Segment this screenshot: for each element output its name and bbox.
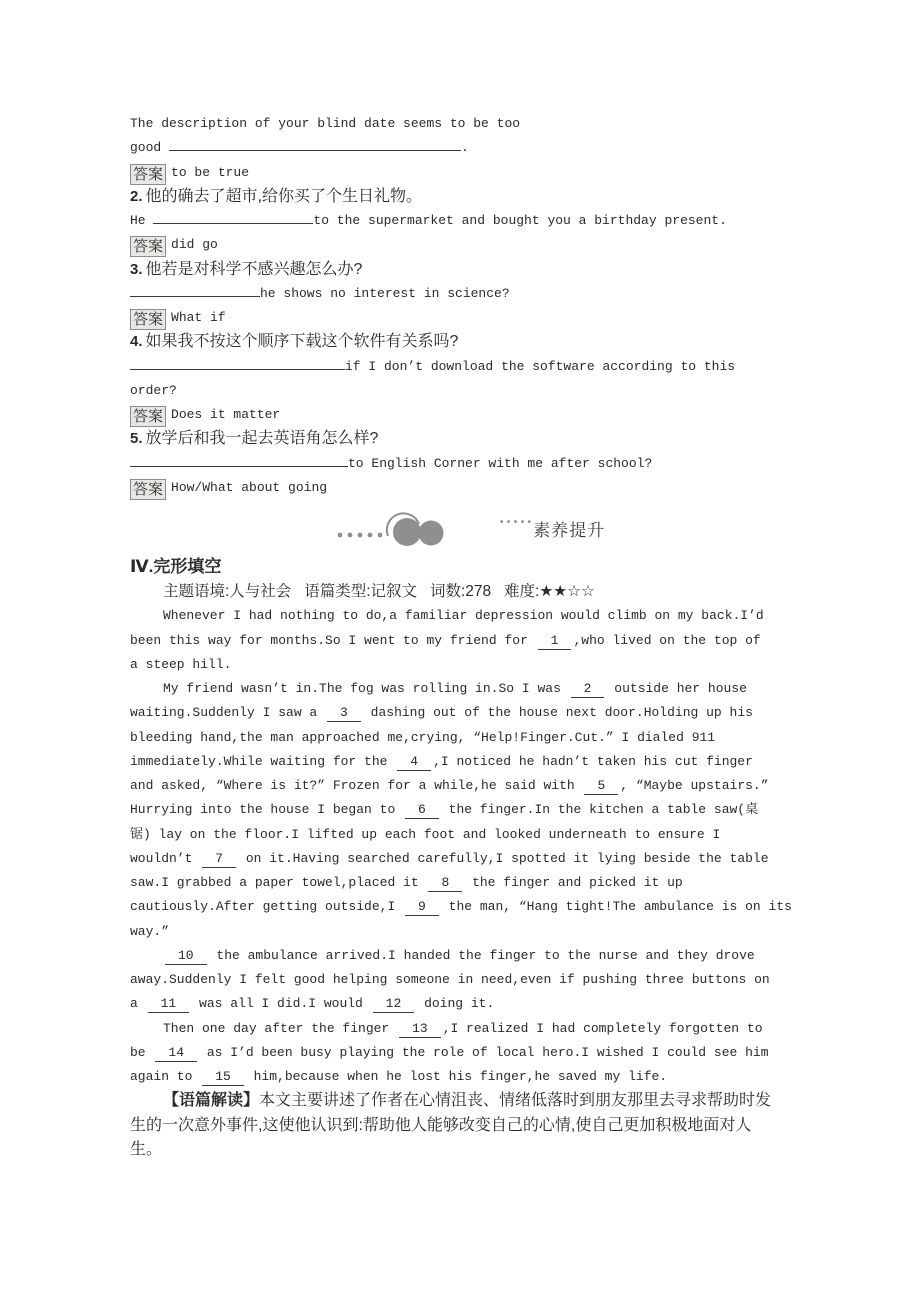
- passage-line: 【语篇解读】本文主要讲述了作者在心情沮丧、情绪低落时到朋友那里去寻求帮助时发: [163, 1092, 772, 1110]
- chinese-prompt: 5. 放学后和我一起去英语角怎么样?: [130, 430, 379, 448]
- answer-line: [130, 161, 810, 185]
- passage-line: 生的一次意外事件,这使他认识到:帮助他人能够改变自己的心情,使自己更加积极地面对人: [130, 1116, 752, 1134]
- english-line: He to the supermarket and bought you a birthday present.: [130, 209, 810, 233]
- passage-line: cautiously.After getting outside,I 9 the man, “Hang tight!The ambulance is on its: [130, 899, 792, 915]
- passage-line: saw.I grabbed a paper towel,placed it 8 the finger and picked it up: [130, 875, 683, 890]
- answer-blank: [130, 283, 260, 297]
- passage-line: away.Suddenly I felt good helping someone in need,even if pushing three buttons on: [130, 972, 770, 987]
- passage-line: Whenever I had nothing to do,a familiar depression would climb on my back.I’d: [163, 608, 764, 624]
- passage-line: be 14 as I’d been busy playing the role of local hero.I wished I could see him: [130, 1044, 769, 1060]
- divider-dots: •••••: [498, 516, 534, 528]
- passage-line: and asked, “Where is it?” Frozen for a while,he said with 5 , “Maybe upstairs.”: [130, 778, 769, 793]
- item-number: 5.: [130, 430, 143, 448]
- cloze-blank-11: 11: [148, 995, 190, 1013]
- passage-line: My friend wasn’t in.The fog was rolling in.So I was 2 outside her house: [163, 681, 747, 696]
- cloze-blank-7: 7: [202, 850, 236, 868]
- chinese-prompt: 2. 他的确去了超市,给你买了个生日礼物。: [130, 187, 422, 205]
- item-number: 2.: [130, 187, 143, 205]
- passage-line: 生。: [130, 1140, 163, 1158]
- section-meta: 主题语境:人与社会 语篇类型:记叙文 词数:278 难度:★★☆☆: [163, 583, 595, 600]
- document-content: [130, 0, 810, 1162]
- answer-line: [130, 403, 810, 427]
- answer-line: [130, 306, 810, 330]
- passage-line: Then one day after the finger 13 ,I realized I had completely forgotten to: [163, 1020, 763, 1036]
- item-number: 3.: [130, 260, 143, 278]
- section-heading: [130, 554, 810, 580]
- answer-blank: [169, 137, 461, 151]
- divider-label: 素养提升: [533, 520, 606, 540]
- answer-text: What if: [171, 310, 226, 325]
- answer-text: to be true: [171, 164, 250, 180]
- answer-box: 答案: [130, 164, 166, 185]
- cloze-blank-9: 9: [405, 898, 439, 916]
- cloze-blank-12: 12: [373, 995, 415, 1013]
- cloze-blank-4: 4: [397, 753, 431, 771]
- section-title: 完形填空: [153, 557, 222, 576]
- cloze-blank-8: 8: [428, 874, 462, 892]
- section-divider: [130, 508, 810, 548]
- passage-line: waiting.Suddenly I saw a 3 dashing out of the house next door.Holding up his: [130, 705, 753, 721]
- passage-line: way.”: [130, 923, 170, 939]
- passage-line: 10 the ambulance arrived.I handed the finger to the nurse and they drove: [130, 944, 810, 968]
- answer-text: did go: [171, 237, 218, 253]
- exercise-item: [130, 185, 810, 258]
- passage-paragraph: [130, 677, 810, 944]
- passage-line: a 11 was all I did.I would 12 doing it.: [130, 996, 495, 1012]
- item-number: 4.: [130, 333, 143, 351]
- exercise-item: [130, 258, 810, 331]
- answer-blank: [153, 210, 313, 224]
- section-numeral: Ⅳ.: [130, 557, 154, 576]
- answer-box: 答案: [130, 309, 166, 330]
- cloze-blank-1: 1: [538, 632, 572, 650]
- passage-line: immediately.While waiting for the 4 ,I noticed he hadn’t taken his cut finger: [130, 753, 753, 769]
- analysis-label: 【语篇解读】: [163, 1092, 260, 1110]
- passage: [130, 604, 810, 1162]
- answer-text: How/What about going: [171, 479, 328, 495]
- chinese-prompt: 3. 他若是对科学不感兴趣怎么办?: [130, 260, 363, 278]
- passage-line: a steep hill.: [130, 656, 232, 672]
- passage-line: bleeding hand,the man approached me,crying, “Help!Finger.Cut.” I dialed 911: [130, 729, 716, 745]
- exercise-list: [130, 112, 810, 500]
- answer-blank: [130, 453, 348, 467]
- english-line: good .: [130, 136, 810, 160]
- cloze-blank-15: 15: [202, 1068, 244, 1086]
- cloze-blank-13: 13: [399, 1020, 441, 1038]
- cloze-blank-6: 6: [405, 801, 439, 819]
- exercise-item: [130, 330, 810, 427]
- passage-paragraph: [130, 1017, 810, 1090]
- passage-line: wouldn’t 7 on it.Having searched carefully,I spotted it lying beside the table: [130, 850, 769, 866]
- double-circle-icon: [335, 508, 447, 548]
- english-line: if I don’t download the software according to this: [130, 355, 810, 379]
- passage-line: 锯) lay on the floor.I lifted up each foot and looked underneath to ensure I: [130, 826, 721, 842]
- passage-paragraph: [130, 604, 810, 677]
- cloze-blank-3: 3: [327, 704, 361, 722]
- answer-box: 答案: [130, 479, 166, 500]
- english-line: The description of your blind date seems to be too: [130, 116, 521, 131]
- answer-blank: [130, 356, 345, 370]
- passage-paragraph: [130, 1089, 810, 1162]
- passage-line: been this way for months.So I went to my friend for 1 ,who lived on the top of: [130, 632, 761, 648]
- cloze-blank-10: 10: [165, 947, 207, 965]
- exercise-item: [130, 112, 810, 185]
- exercise-item: [130, 427, 810, 500]
- passage-line: Hurrying into the house I began to 6 the finger.In the kitchen a table saw(桌: [130, 802, 759, 818]
- passage-line: again to 15 him,because when he lost his finger,he saved my life.: [130, 1069, 668, 1084]
- answer-line: [130, 233, 810, 257]
- english-line: to English Corner with me after school?: [130, 452, 810, 476]
- english-line: he shows no interest in science?: [130, 282, 810, 306]
- answer-line: [130, 476, 810, 500]
- passage-paragraph: [130, 944, 810, 1017]
- cloze-blank-5: 5: [584, 777, 618, 795]
- answer-box: 答案: [130, 406, 166, 427]
- answer-box: 答案: [130, 236, 166, 257]
- cloze-blank-14: 14: [155, 1044, 197, 1062]
- english-line: order?: [130, 382, 177, 398]
- cloze-blank-2: 2: [571, 680, 605, 698]
- chinese-prompt: 4. 如果我不按这个顺序下载这个软件有关系吗?: [130, 333, 459, 351]
- answer-text: Does it matter: [171, 407, 281, 422]
